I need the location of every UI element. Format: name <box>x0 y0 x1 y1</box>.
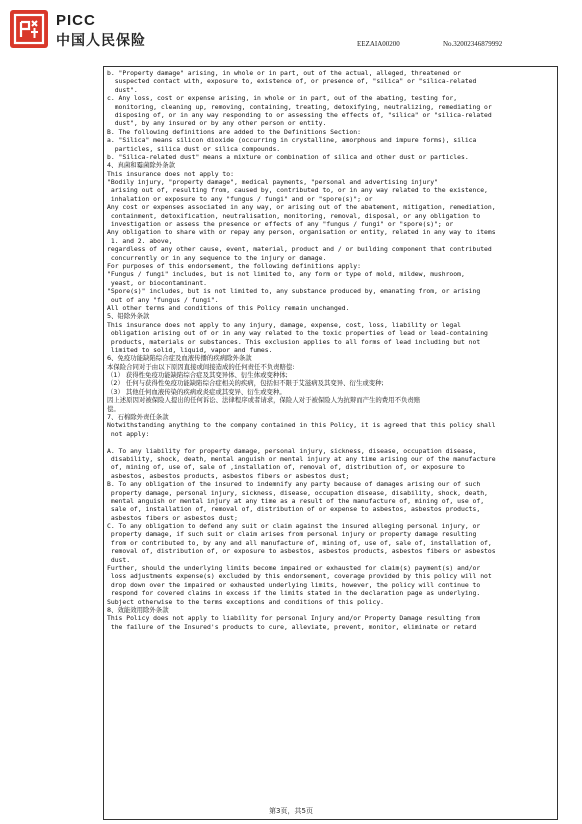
text-line: concurrently or in any sequence to the injury or damage. <box>107 253 327 262</box>
text-line: products, materials or substances. This exclusion applies to all forms of lead including but not <box>107 337 481 346</box>
text-line: b. "Silica-related dust" means a mixture or combination of silica and other dust or particles. <box>107 152 469 161</box>
text-line: inhalation or exposure to any "fungus / fungi" and or "spore(s)"; or <box>107 194 373 203</box>
text-line: （2） 任何与获得性免疫功能缺陷综合症相关的疾病，包括但不限于艾滋病及其变异、衍生或变种; <box>107 379 384 388</box>
brand-name-en: PICC <box>56 12 96 29</box>
text-line: 因上述原因对被保险人提出的任何诉讼、法律程序或者请求，保险人对于被保险人为抗辩而产生的费用不负责赔 <box>107 396 421 405</box>
text-line: 5、铅除外条款 <box>107 312 150 321</box>
text-line: 本保险合同对于由以下原因直接或间接造成的任何责任不负责赔偿: <box>107 362 295 371</box>
text-line: asbestos, asbestos products, asbestos fibers or asbestos dust; <box>107 471 350 480</box>
text-line: regardless of any other cause, event, material, product and / or building component that contributed <box>107 245 492 254</box>
text-line: This Policy does not apply to liability for personal Injury and/or Property Damage resulting from <box>107 614 481 623</box>
brand-name-cn: 中国人民保险 <box>56 33 146 49</box>
text-line: "Spore(s)" includes, but is not limited to, any substance produced by, emanating from, or arising <box>107 287 481 296</box>
page-header <box>0 0 582 62</box>
text-line: dust. <box>107 555 131 564</box>
text-line: （3） 其他任何血液传染的疾病或炎症或其变异、衍生或变种。 <box>107 387 286 396</box>
text-line: property damage, if such suit or claim arises from personal injury or property damage resulting <box>107 530 477 539</box>
text-line: out of any "fungus / fungi". <box>107 295 219 304</box>
text-line: arising out of, resulting from, caused by, contributed to, or in any way related to the existence, <box>107 186 488 195</box>
text-line: particles, silica dust or silica compounds. <box>107 144 281 153</box>
text-line: This insurance does not apply to any injury, damage, expense, cost, loss, liability or legal <box>107 320 461 329</box>
text-line: C. To any obligation to defend any suit or claim against the insured alleging personal injury, or <box>107 522 481 531</box>
text-line: Any obligation to share with or repay any person, organisation or entity, related in any way to items <box>107 228 496 237</box>
text-line: c. Any loss, cost or expense arising, in whole or in part, out of the abating, testing for, <box>107 94 458 103</box>
text-line: All other terms and conditions of this Policy remain unchanged. <box>107 303 350 312</box>
text-line: B. The following definitions are added to the Definitions Section: <box>107 127 361 136</box>
text-line <box>107 438 554 446</box>
text-line: loss adjustments expense(s) excluded by this endorsement, coverage provided by this policy will not <box>107 572 492 581</box>
text-line: yeast, or biocontaminant. <box>107 278 208 287</box>
text-line: 1. and 2. above, <box>107 236 173 245</box>
text-line: disability, shock, death, mental anguish or mental injury at any time arising our of the manufacture <box>107 454 496 463</box>
text-line: A. To any liability for property damage, personal injury, sickness, disease, occupation disease, <box>107 446 477 455</box>
text-line: Notwithstanding anything to the company contained in this Policy, it is agreed that this policy shall <box>107 421 496 430</box>
text-line: b. "Property damage" arising, in whole or in part, out of the actual, alleged, threatened or <box>107 69 461 77</box>
text-line: "Fungus / fungi" includes, but is not limited to, any form or type of mold, mildew, mushroom, <box>107 270 465 279</box>
text-line: This insurance does not apply to: <box>107 169 234 178</box>
text-line: mental anguish or mental injury at any time as a result of the manufacture of, mining of, use of, <box>107 496 485 505</box>
text-line: 6、免疫功能缺陷综合症及血液传播的疾病除外条款 <box>107 354 252 363</box>
text-line: the failure of the Insured's products to cure, alleviate, prevent, monitor, eliminate or retard <box>107 622 477 631</box>
text-line: B. To any obligation of the insured to indemnify any party because of damages arising our of such <box>107 480 481 489</box>
text-line: investigation or assess the presence or effects of any "fungus / fungi" or "spore(s)"; or <box>107 220 454 229</box>
text-line: suspected contact with, exposure to, existence of, or presence of, "silica" or "silica-related <box>107 77 477 86</box>
text-line: respond for covered claims in excess if the limits stated in the declaration page as underlying. <box>107 589 481 598</box>
page-number: 第3页，共5页 <box>269 807 313 815</box>
text-line: 4、真菌和霉菌除外条款 <box>107 161 175 170</box>
text-line: of, mining of, use of, sale of ,installation of, removal of, distribution of, or exposure to <box>107 463 465 472</box>
text-line: （1） 获得性免疫功能缺陷综合症及其变异体、衍生体或变种体; <box>107 371 288 380</box>
text-line: limited to solid, liquid, vapor and fumes. <box>107 345 273 354</box>
form-code: EEZAIA00200 <box>357 40 400 48</box>
text-line: monitoring, cleaning up, removing, containing, treating, detoxifying, neutralizing, remediating or <box>107 102 492 111</box>
picc-logo-icon <box>10 10 48 48</box>
text-line: removal of, distribution of, or exposure to asbestos, asbestos products, asbestos fibers or asbestos <box>107 547 496 556</box>
text-line: 8、效能效用除外条款 <box>107 606 169 614</box>
text-line: containment, detoxification, neutralisation, monitoring, removal, disposal, or any obligation to <box>107 211 481 220</box>
text-line: "Bodily injury, "property damage", medical payments, "personal and advertising injury" <box>107 178 438 187</box>
text-line: For purposes of this endorsement, the following definitions apply: <box>107 261 361 270</box>
text-line: sale of, installation of, removal of, distribution of or expense to asbestos, asbestos products, <box>107 505 481 514</box>
text-line: Further, should the underlying limits become impaired or exhausted for claim(s) payment(s) and/or <box>107 564 481 573</box>
text-line: disposing of, or in any way responding to or assessing the effects of, "silica" or "silica-related <box>107 110 492 119</box>
text-line: from or contributed to, by any and all manufacture of, mining of, use of, sale of, installation of, <box>107 538 492 547</box>
document-number: No.32002346879992 <box>443 40 503 48</box>
text-line: drop down over the impaired or exhausted underlying limits, however, the policy will continue to <box>107 580 481 589</box>
text-line: obligation arising out of or in any way related to the toxic properties of lead or lead-containing <box>107 329 488 338</box>
text-line: Any cost or expenses associated in any way, or arising out of the abatement, mitigation, remediation, <box>107 203 496 212</box>
text-line: dust", by any insured or by any other person or entity. <box>107 119 327 128</box>
text-line: not apply: <box>107 429 150 438</box>
text-line: Subject otherwise to the terms exceptions and conditions of this policy. <box>107 597 385 606</box>
text-line: dust". <box>107 85 138 94</box>
text-line: 偿。 <box>107 404 120 413</box>
clause-text-frame <box>103 66 558 820</box>
text-line: 7、石棉除外责任条款 <box>107 413 169 422</box>
text-line: property damage, personal injury, sickness, disease, occupation disease, disability, shock, death, <box>107 488 488 497</box>
text-line: asbestos fibers or asbestos dust; <box>107 513 238 522</box>
text-line: a. "Silica" means silicon dioxide (occurring in crystalline, amorphous and impure forms), silica <box>107 136 477 145</box>
